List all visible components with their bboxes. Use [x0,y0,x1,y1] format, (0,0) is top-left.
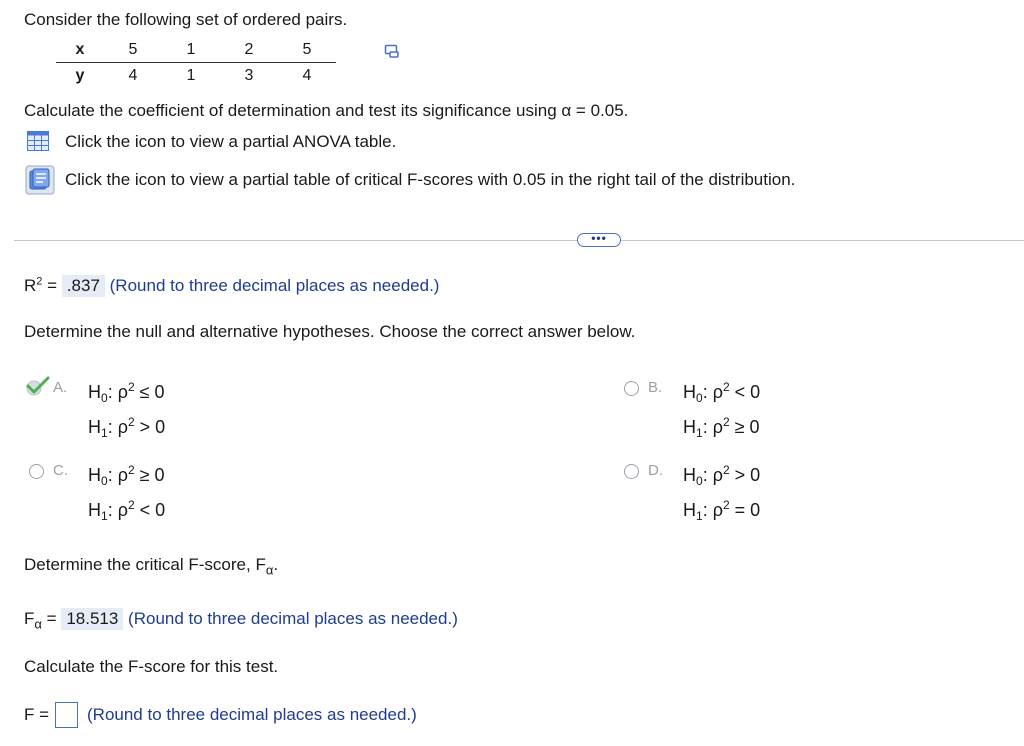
option-a-letter: A. [53,379,68,396]
option-d-radio[interactable] [624,464,639,479]
table-row [56,63,336,87]
intro-text: Consider the following set of ordered pairs. [24,10,348,29]
option-d-letter: D. [648,462,663,479]
critical-link-text[interactable]: Click the icon to view a partial table of critical F-scores with 0.05 in the right tail of the distribution. [65,170,796,189]
x-value: 5 [104,40,162,63]
option-a-h0-op: ≤ 0 [139,382,165,402]
copy-data-icon[interactable] [384,43,400,59]
fscore-prompt: Calculate the F-score for this test. [24,657,279,676]
option-b-h0[interactable]: $H_0$: $\rho^2 < 0$ [683,380,761,405]
option-b-h0-op: < 0 [734,382,761,402]
f-alpha-label: F [24,609,35,628]
x-value: 1 [162,40,220,63]
f-alpha-equals: = [46,609,57,628]
f-alpha-answer: 18.513 [61,608,123,630]
hypotheses-prompt: Determine the null and alternative hypotheses. Choose the correct answer below. [24,322,636,341]
r-squared-answer: .837 [62,275,105,297]
y-value: 1 [186,67,196,84]
critical-prompt: Determine the critical F-score, $F_\alpha$. [24,555,279,578]
r-squared-line [24,275,439,297]
f-input-label: F = [24,705,50,724]
option-a-h1[interactable]: $H_1$: $\rho^2 > 0$ [88,415,166,440]
option-c-h1-op: < 0 [139,500,166,520]
f-input-hint: (Round to three decimal places as needed.) [87,705,417,724]
anova-link-text[interactable]: Click the icon to view a partial ANOVA table. [65,132,397,151]
critical-table-icon[interactable] [25,165,55,195]
y-value: 4 [128,67,138,84]
r-squared-equals: = [47,276,58,295]
critical-prompt-sub: α [265,562,274,578]
y-value: 3 [244,67,254,84]
option-d-h1[interactable]: $H_1$: $\rho^2 = 0$ [683,498,761,523]
y-value: 4 [302,67,312,84]
f-alpha-line [24,608,458,631]
f-score-input[interactable] [55,702,78,728]
r-squared-hint: (Round to three decimal places as needed.) [109,276,440,295]
r-squared-label: R [24,276,37,295]
option-b-radio[interactable] [624,381,639,396]
ordered-pairs-table [56,40,336,86]
option-b-h1[interactable]: $H_1$: $\rho^2 \ge 0$ [683,415,760,440]
f-alpha-hint: (Round to three decimal places as needed.) [128,609,458,628]
r-squared-exp: 2 [36,275,43,288]
correct-check-icon [24,376,50,396]
option-c-radio[interactable] [29,464,44,479]
f-alpha-sub: α [34,616,42,632]
option-a-h1-op: > 0 [139,417,166,437]
option-a-h0[interactable]: $H_0$: $\rho^2 \le 0$ [88,380,165,405]
y-label: y [75,67,85,84]
option-c-h0[interactable]: $H_0$: $\rho^2 \ge 0$ [88,463,165,488]
option-c-h1[interactable]: $H_1$: $\rho^2 < 0$ [88,498,166,523]
option-b-h1-op: ≥ 0 [734,417,760,437]
option-b-letter: B. [648,379,663,396]
table-row [56,40,336,63]
anova-table-icon[interactable] [27,131,49,151]
more-button[interactable]: ••• [577,233,621,247]
option-d-h1-op: = 0 [734,500,761,520]
option-c-h0-op: ≥ 0 [139,465,165,485]
option-d-h0[interactable]: $H_0$: $\rho^2 > 0$ [683,463,761,488]
x-label: x [56,40,104,63]
x-value: 2 [220,40,278,63]
section-divider [14,240,1024,241]
option-c-letter: C. [53,462,68,479]
x-value: 5 [278,40,336,63]
task-text: Calculate the coefficient of determination and test its significance using α = 0.05. [24,101,629,120]
option-d-h0-op: > 0 [734,465,761,485]
